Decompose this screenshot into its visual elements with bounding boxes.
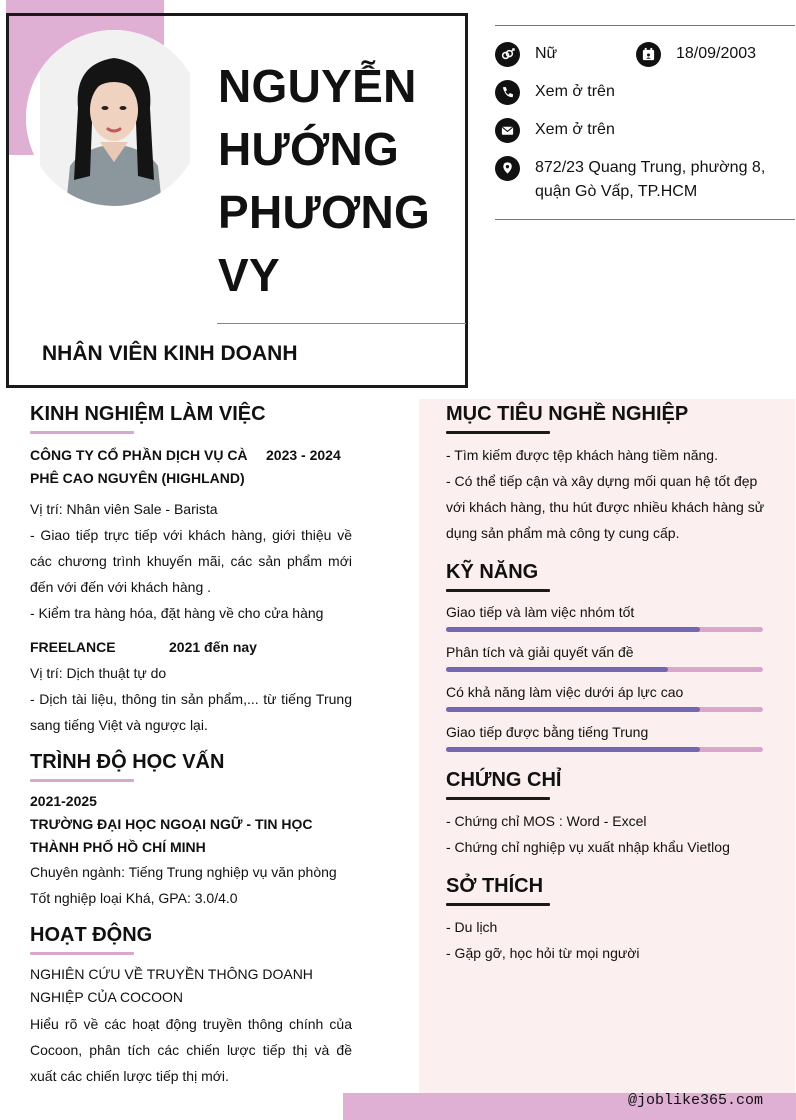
address-value (535, 156, 765, 204)
dob-value: 18/09/2003 (676, 45, 757, 62)
skill-item (446, 722, 776, 752)
education-period: 2021-2025 (30, 793, 97, 809)
address-line: 872/23 Quang Trung, phường 8, (535, 159, 766, 176)
gender-icon (495, 42, 520, 67)
skill-bar (446, 707, 763, 712)
skill-item (446, 642, 776, 672)
company-line: PHÊ CAO NGUYÊN (HIGHLAND) (30, 470, 245, 486)
phone-icon (495, 80, 520, 105)
skills-section (446, 558, 776, 752)
name-line: HƯỚNG (218, 123, 400, 175)
mail-icon (495, 118, 520, 143)
skill-bar (446, 747, 763, 752)
certificate-item: - Chứng chỉ nghiệp vụ xuất nhập khẩu Vietlog (446, 839, 730, 855)
email-value: Xem ở trên (535, 121, 615, 138)
calendar-icon (636, 42, 661, 67)
company-name (30, 444, 250, 490)
contact-phone (495, 80, 615, 105)
company-name: FREELANCE (30, 639, 116, 655)
certificates-section (446, 766, 776, 860)
section-title: HOẠT ĐỘNG (30, 924, 153, 946)
right-column (446, 400, 776, 966)
job-position: Vị trí: Dịch thuật tự do (30, 665, 167, 681)
objective-section (446, 400, 776, 546)
name-line: NGUYỄN (218, 60, 417, 112)
contact-divider-bottom (495, 219, 795, 220)
hobby-item: - Gặp gỡ, học hỏi từ mọi người (446, 945, 640, 961)
skills-list (446, 602, 776, 752)
section-title: KINH NGHIỆM LÀM VIỆC (30, 403, 266, 425)
skill-label: Giao tiếp và làm việc nhóm tốt (446, 604, 635, 620)
contact-gender (495, 42, 557, 67)
school-name: TRƯỜNG ĐẠI HỌC NGOẠI NGỮ - TIN HỌC THÀNH PHỐ HỒ CHÍ MINH (30, 816, 313, 855)
objective-item: - Có thể tiếp cận và xây dựng mối quan hệ tốt đẹp với khách hàng, thu hút được nhiều khách hàng sử dụng sản phẩm mà công ty cung cấp. (446, 473, 765, 541)
skill-bar-fill (446, 627, 700, 632)
skill-bar (446, 627, 763, 632)
job-title: NHÂN VIÊN KINH DOANH (42, 342, 298, 365)
skill-item (446, 602, 776, 632)
gender-value: Nữ (535, 45, 558, 62)
full-name (218, 55, 458, 307)
job-header (30, 634, 352, 660)
contact-dob (636, 42, 756, 67)
job-header (30, 444, 352, 496)
education-major: Chuyên ngành: Tiếng Trung nghiệp vụ văn phòng (30, 864, 337, 880)
skill-label: Giao tiếp được bằng tiếng Trung (446, 724, 649, 740)
portrait-photo (26, 30, 202, 206)
job-description: - Dịch tài liệu, thông tin sản phẩm,... từ tiếng Trung sang tiếng Việt và ngược lại. (30, 691, 352, 733)
location-pin-icon (495, 156, 520, 181)
section-underline (446, 431, 550, 434)
company-line: CÔNG TY CỔ PHẦN DỊCH VỤ CÀ (30, 447, 248, 463)
job-position: Vị trí: Nhân viên Sale - Barista (30, 501, 218, 517)
hobbies-section (446, 872, 776, 966)
contact-address (495, 156, 765, 204)
education-grade: Tốt nghiệp loại Khá, GPA: 3.0/4.0 (30, 890, 238, 906)
skill-bar-fill (446, 707, 700, 712)
job-period: 2023 - 2024 (266, 447, 341, 463)
skill-bar-fill (446, 747, 700, 752)
section-underline (30, 952, 134, 955)
objective-item: - Tìm kiếm được tệp khách hàng tiềm năng. (446, 447, 718, 463)
address-line: quận Gò Vấp, TP.HCM (535, 183, 698, 200)
phone-value: Xem ở trên (535, 83, 615, 100)
section-underline (30, 431, 134, 434)
hobby-item: - Du lịch (446, 919, 498, 935)
certificate-item: - Chứng chỉ MOS : Word - Excel (446, 813, 647, 829)
section-underline (30, 779, 134, 782)
section-title: MỤC TIÊU NGHỀ NGHIỆP (446, 403, 689, 425)
section-title: SỞ THÍCH (446, 875, 544, 897)
experience-section (30, 400, 352, 738)
activities-section (30, 921, 352, 1089)
section-underline (446, 589, 550, 592)
name-divider (217, 323, 466, 324)
skill-label: Phân tích và giải quyết vấn đề (446, 644, 634, 660)
section-underline (446, 903, 550, 906)
skill-bar (446, 667, 763, 672)
name-line: VY (218, 249, 280, 301)
avatar (26, 30, 202, 206)
job-period: 2021 đến nay (169, 639, 257, 655)
activity-name: NGHIÊN CỨU VỀ TRUYỀN THÔNG DOANH NGHIỆP CỦA COCOON (30, 966, 313, 1005)
section-title: KỸ NĂNG (446, 561, 539, 583)
section-title: CHỨNG CHỈ (446, 769, 562, 791)
skill-item (446, 682, 776, 712)
job-description: - Giao tiếp trực tiếp với khách hàng, giới thiệu về các chương trình khuyến mãi, các sản phẩm mới đến với đến với khách hàng . (30, 527, 352, 595)
activity-description: Hiểu rõ về các hoạt động truyền thông chính của Cocoon, phân tích các chiến lược tiếp thị và đề xuất các chiến lược tiếp thị mới. (30, 1016, 352, 1084)
skill-label: Có khả năng làm việc dưới áp lực cao (446, 684, 684, 700)
watermark-text: @joblike365.com (628, 1092, 764, 1109)
skill-bar-fill (446, 667, 668, 672)
job-description: - Kiểm tra hàng hóa, đặt hàng về cho cửa hàng (30, 605, 324, 621)
contact-email (495, 118, 615, 143)
section-underline (446, 797, 550, 800)
left-column (30, 400, 352, 1089)
name-line: PHƯƠNG (218, 186, 431, 238)
education-section (30, 748, 352, 911)
contact-divider-top (495, 25, 795, 26)
section-title: TRÌNH ĐỘ HỌC VẤN (30, 751, 225, 773)
